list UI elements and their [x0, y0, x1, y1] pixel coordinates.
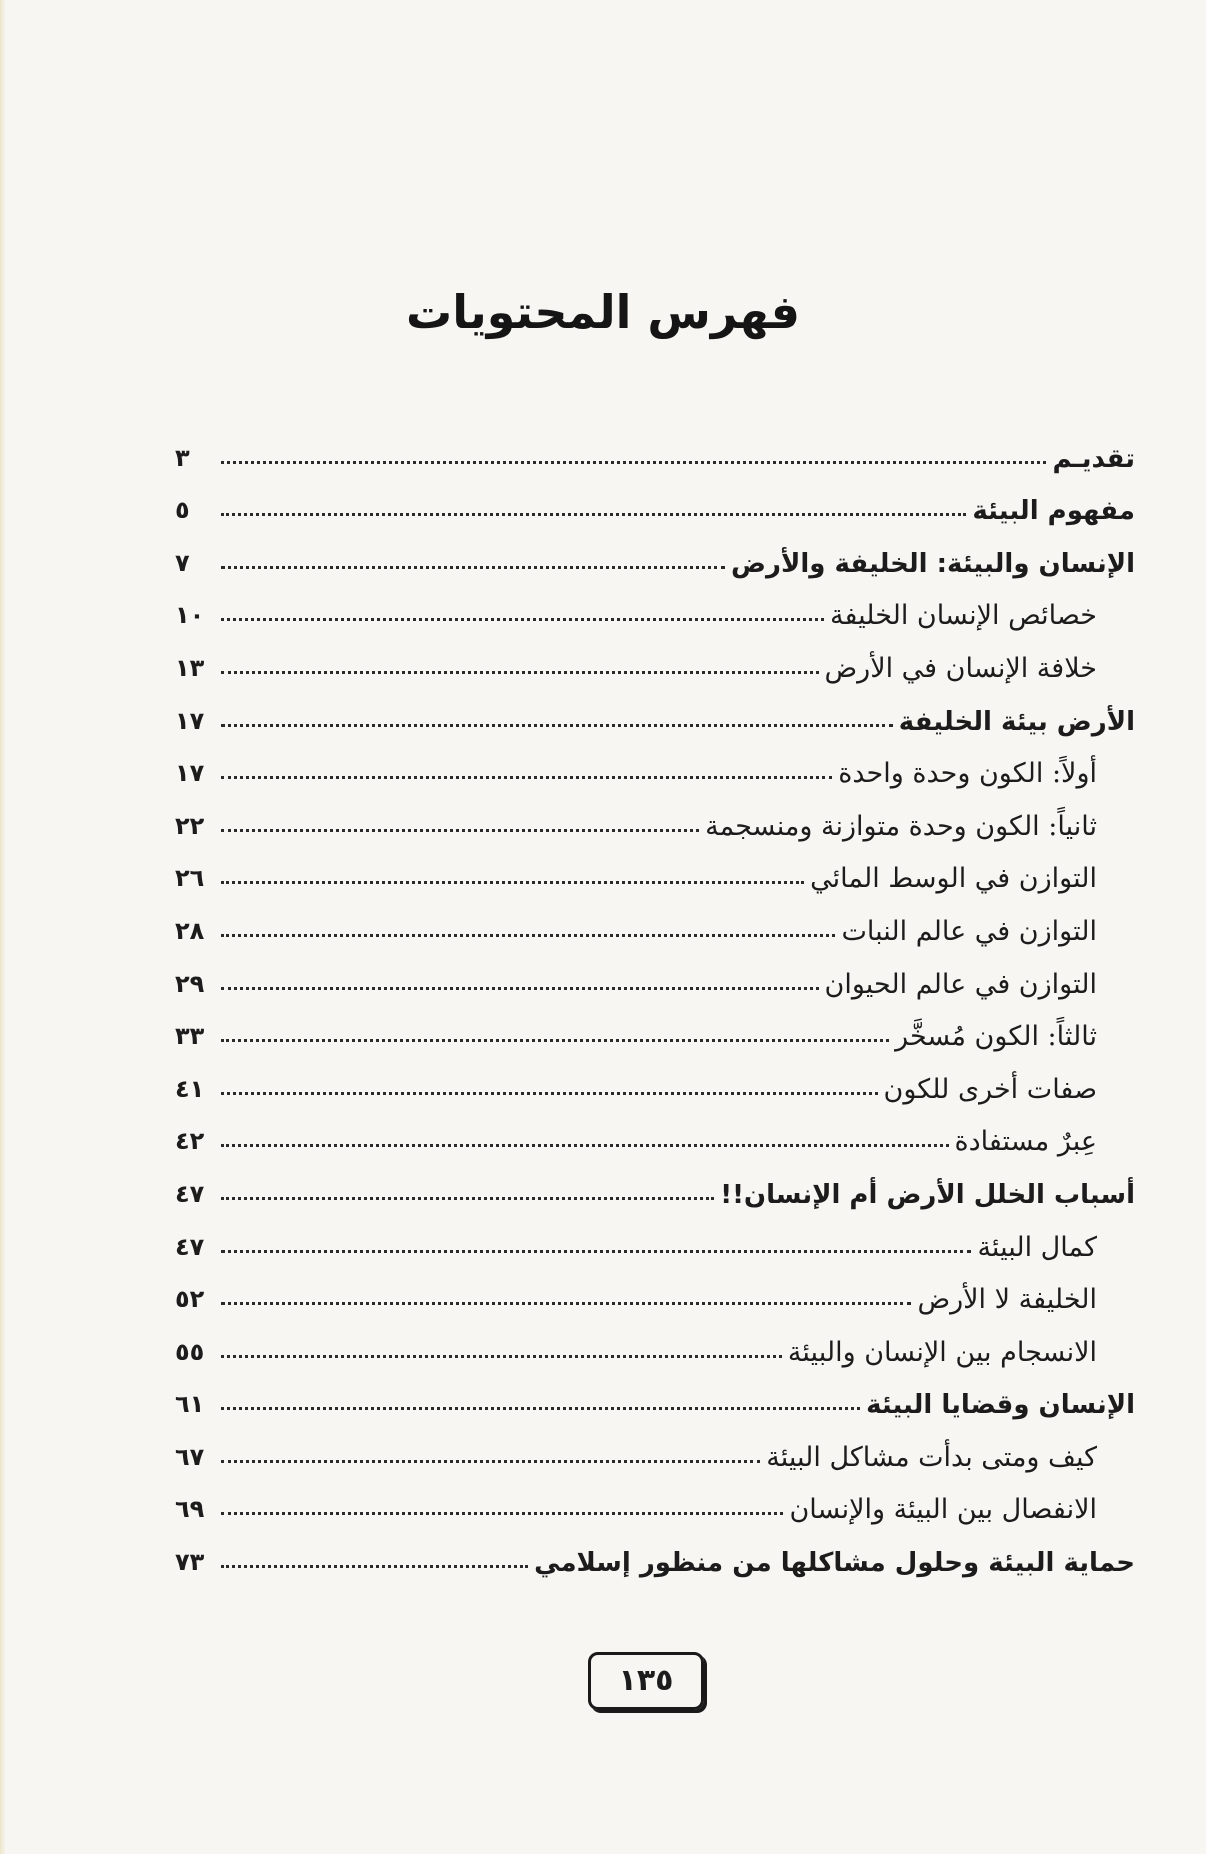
toc-entry-page: ٢٨: [175, 916, 205, 945]
toc-entry-label: مفهوم البيئة: [972, 496, 1135, 527]
toc-entry: [175, 1161, 1135, 1214]
toc-entry: [175, 583, 1135, 636]
dot-leader: [221, 1512, 783, 1515]
toc-entry-label: خلافة الإنسان في الأرض: [824, 652, 1097, 684]
toc-entry-label: حماية البيئة وحلول مشاكلها من منظور إسلامي: [534, 1548, 1135, 1579]
toc-entry-page: ٣: [175, 443, 190, 472]
toc-entry-label: خصائص الإنسان الخليفة: [829, 600, 1097, 632]
dot-leader: [221, 1355, 782, 1358]
toc-entry-label: الانفصال بين البيئة والإنسان: [789, 1494, 1097, 1526]
dot-leader: [221, 881, 804, 884]
dot-leader: [221, 671, 819, 674]
toc-entry: [175, 635, 1135, 688]
toc-entry-label: الأرض بيئة الخليفة: [898, 706, 1135, 737]
toc-entry-label: ثالثاً: الكون مُسخَّر: [895, 1021, 1097, 1053]
toc-entry-page: ٦٩: [175, 1495, 205, 1524]
toc-entry-page: ٦١: [175, 1390, 205, 1419]
toc-entry: [175, 1056, 1135, 1109]
dot-leader: [221, 987, 819, 990]
toc-entry: [175, 1267, 1135, 1320]
toc-entry: [175, 1372, 1135, 1425]
dot-leader: [221, 1250, 971, 1253]
toc-entry-label: عِبرٌ مستفادة: [954, 1126, 1097, 1158]
toc-entry-page: ١٠: [175, 601, 205, 630]
toc-entry-page: ١٧: [175, 759, 205, 788]
toc-entry: [175, 1004, 1135, 1057]
toc-entry-label: أولاً: الكون وحدة واحدة: [838, 758, 1097, 790]
toc-entry-label: التوازن في عالم الحيوان: [824, 968, 1097, 1000]
toc-entry-label: تقديـم: [1052, 443, 1135, 474]
toc-entry-label: التوازن في عالم النبات: [841, 915, 1097, 947]
toc-entry-page: ٤٧: [175, 1232, 205, 1261]
page-number: ١٣٥: [618, 1663, 674, 1698]
dot-leader: [221, 1407, 860, 1410]
page-edge: [0, 0, 6, 1854]
dot-leader: [221, 1302, 911, 1305]
toc-entry-label: أسباب الخلل الأرض أم الإنسان!!: [720, 1179, 1135, 1210]
dot-leader: [221, 513, 966, 516]
toc-entry-label: كيف ومتى بدأت مشاكل البيئة: [766, 1441, 1097, 1473]
page-number-box: [588, 1652, 704, 1710]
toc-entry-label: كمال البيئة: [977, 1231, 1097, 1263]
toc-entry-label: الإنسان وقضايا البيئة: [866, 1390, 1135, 1421]
toc-entry: [175, 898, 1135, 951]
toc-entry-page: ٤١: [175, 1074, 205, 1103]
toc-entry-page: ٢٢: [175, 811, 205, 840]
dot-leader: [221, 1565, 528, 1568]
dot-leader: [221, 934, 835, 937]
dot-leader: [221, 829, 699, 832]
toc-entry: [175, 1424, 1135, 1477]
toc-entry-page: ٦٧: [175, 1442, 205, 1471]
table-of-contents: [175, 425, 1135, 1582]
toc-entry-page: ٥: [175, 496, 190, 525]
toc-entry-page: ٢٦: [175, 864, 205, 893]
toc-entry-page: ١٧: [175, 706, 205, 735]
toc-entry: [175, 793, 1135, 846]
dot-leader: [221, 724, 893, 727]
toc-entry: [175, 478, 1135, 531]
dot-leader: [221, 1039, 889, 1042]
toc-entry: [175, 688, 1135, 741]
toc-entry-page: ٥٢: [175, 1285, 205, 1314]
toc-entry: [175, 1319, 1135, 1372]
toc-entry-label: الانسجام بين الإنسان والبيئة: [787, 1336, 1097, 1368]
toc-entry-page: ٤٢: [175, 1127, 205, 1156]
page-title: فهرس المحتويات: [405, 285, 800, 339]
toc-entry-page: ٧٣: [175, 1548, 205, 1577]
dot-leader: [221, 1144, 949, 1147]
toc-entry: [175, 1529, 1135, 1582]
toc-entry: [175, 741, 1135, 794]
toc-entry-page: ٥٥: [175, 1337, 205, 1366]
toc-entry: [175, 951, 1135, 1004]
toc-entry-label: التوازن في الوسط المائي: [810, 863, 1097, 895]
dot-leader: [221, 566, 725, 569]
toc-entry: [175, 1109, 1135, 1162]
toc-entry: [175, 425, 1135, 478]
dot-leader: [221, 618, 824, 621]
toc-entry: [175, 1477, 1135, 1530]
dot-leader: [221, 1092, 878, 1095]
toc-entry-label: الخليفة لا الأرض: [917, 1284, 1097, 1316]
toc-entry-page: ٣٣: [175, 1022, 205, 1051]
toc-entry: [175, 846, 1135, 899]
toc-entry-label: الإنسان والبيئة: الخليفة والأرض: [731, 548, 1135, 579]
toc-entry-page: ٢٩: [175, 969, 205, 998]
toc-entry-page: ١٣: [175, 653, 205, 682]
toc-entry-page: ٧: [175, 548, 190, 577]
dot-leader: [221, 1460, 760, 1463]
toc-entry-label: صفات أخرى للكون: [883, 1073, 1097, 1105]
dot-leader: [221, 1197, 714, 1200]
toc-entry: [175, 1214, 1135, 1267]
toc-entry-label: ثانياً: الكون وحدة متوازنة ومنسجمة: [705, 810, 1097, 842]
dot-leader: [221, 776, 832, 779]
dot-leader: [221, 461, 1046, 464]
toc-entry: [175, 530, 1135, 583]
toc-entry-page: ٤٧: [175, 1179, 205, 1208]
